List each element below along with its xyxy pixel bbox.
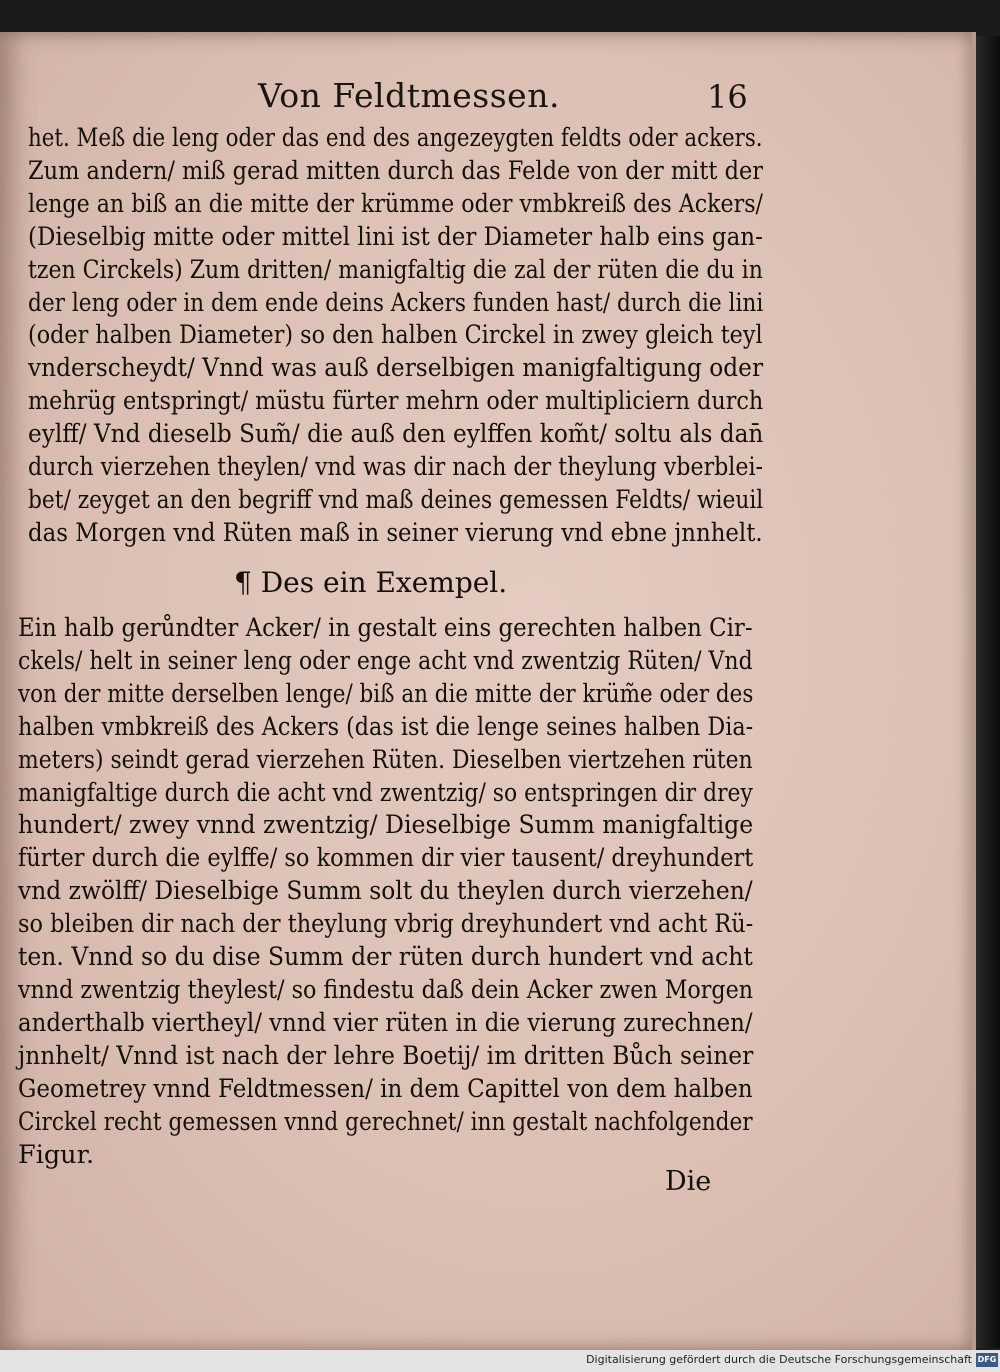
text-line: fürter durch die eylffe/ so kommen dir vier tausent/ dreyhundert <box>18 843 754 874</box>
text-line: jnnhelt/ Vnnd ist nach der lehre Boetij/ im dritten Bůch seiner <box>18 1040 754 1071</box>
text-line: bet/ zeyget an den begriff vnd maß deines gemessen Feldts/ wieuil <box>28 484 764 515</box>
running-head: Von Feldtmessen. <box>258 76 560 115</box>
text-line: hundert/ zwey vnnd zwentzig/ Dieselbige Summ manigfaltige <box>18 810 754 841</box>
text-line: meters) seindt gerad vierzehen Rüten. Dieselben viertzehen rüten <box>18 744 753 775</box>
text-line: eylff/ Vnd dieselb Sum̃/ die auß den eylffen kom̃t/ soltu als dan̄ <box>28 419 764 450</box>
text-line: vnderscheydt/ Vnnd was auß derselbigen manigfaltigung oder <box>28 353 764 384</box>
text-line: das Morgen vnd Rüten maß in seiner vierung vnd ebne jnnhelt. <box>28 517 763 548</box>
page-edge-shadow <box>976 36 1000 1348</box>
text-line: Geometrey vnnd Feldtmessen/ in dem Capittel von dem halben <box>18 1073 753 1104</box>
text-line: vnnd zwentzig theylest/ so findestu daß dein Acker zwen Morgen <box>18 974 754 1005</box>
text-line: (oder halben Diameter) so den halben Circkel in zwey gleich teyl <box>28 320 763 351</box>
text-line: (Dieselbig mitte oder mittel lini ist der Diameter halb eins gan- <box>28 221 763 252</box>
page-number: 16 <box>707 78 748 116</box>
paragraph-2 <box>18 612 758 1171</box>
catchword: Die <box>665 1166 712 1197</box>
text-line: vnd zwölff/ Dieselbige Summ solt du theylen durch vierzehen/ <box>18 876 753 907</box>
text-line: der leng oder in dem ende deins Ackers funden hast/ durch die lini <box>28 287 764 318</box>
funding-credit: Digitalisierung gefördert durch die Deutsche Forschungsgemeinschaft <box>586 1353 972 1366</box>
text-line: Circkel recht gemessen vnnd gerechnet/ inn gestalt nachfolgender <box>18 1106 753 1137</box>
dfg-logo: DFG <box>976 1353 998 1367</box>
footer-bar <box>0 1350 1000 1372</box>
paragraph-1 <box>28 122 768 550</box>
text-line: ten. Vnnd so du dise Summ der rüten durch hundert vnd acht <box>18 942 753 973</box>
text-line: lenge an biß an die mitte der krümme oder vmbkreiß des Ackers/ <box>28 188 764 219</box>
text-line: halben vmbkreiß des Ackers (das ist die lenge seines halben Dia- <box>18 711 754 742</box>
text-line: ckels/ helt in seiner leng oder enge acht vnd zwentzig Rüten/ Vnd <box>18 645 753 676</box>
text-line: Zum andern/ miß gerad mitten durch das Felde von der mitt der <box>28 155 764 186</box>
text-line: durch vierzehen theylen/ vnd was dir nach der theylung vberblei- <box>28 452 764 483</box>
text-line: het. Meß die leng oder das end des angezeygten feldts oder ackers. <box>28 123 763 153</box>
text-line: Figur. <box>18 1139 95 1170</box>
text-line: mehrüg entspringt/ müstu fürter mehrn oder multipliciern durch <box>28 386 764 417</box>
text-line: manigfaltige durch die acht vnd zwentzig/ so entspringen dir drey <box>18 777 753 808</box>
text-line: von der mitte derselben lenge/ biß an die mitte der krüm̃e oder des <box>18 678 754 709</box>
text-line: anderthalb viertheyl/ vnnd vier rüten in die vierung zurechnen/ <box>18 1007 753 1038</box>
text-line: so bleiben dir nach der theylung vbrig dreyhundert vnd acht Rü- <box>18 909 754 940</box>
section-heading: ¶ Des ein Exempel. <box>234 566 508 599</box>
text-line: tzen Circkels) Zum dritten/ manigfaltig die zal der rüten die du in <box>28 254 763 285</box>
text-line: Ein halb gerůndter Acker/ in gestalt eins gerechten halben Cir- <box>18 613 753 643</box>
